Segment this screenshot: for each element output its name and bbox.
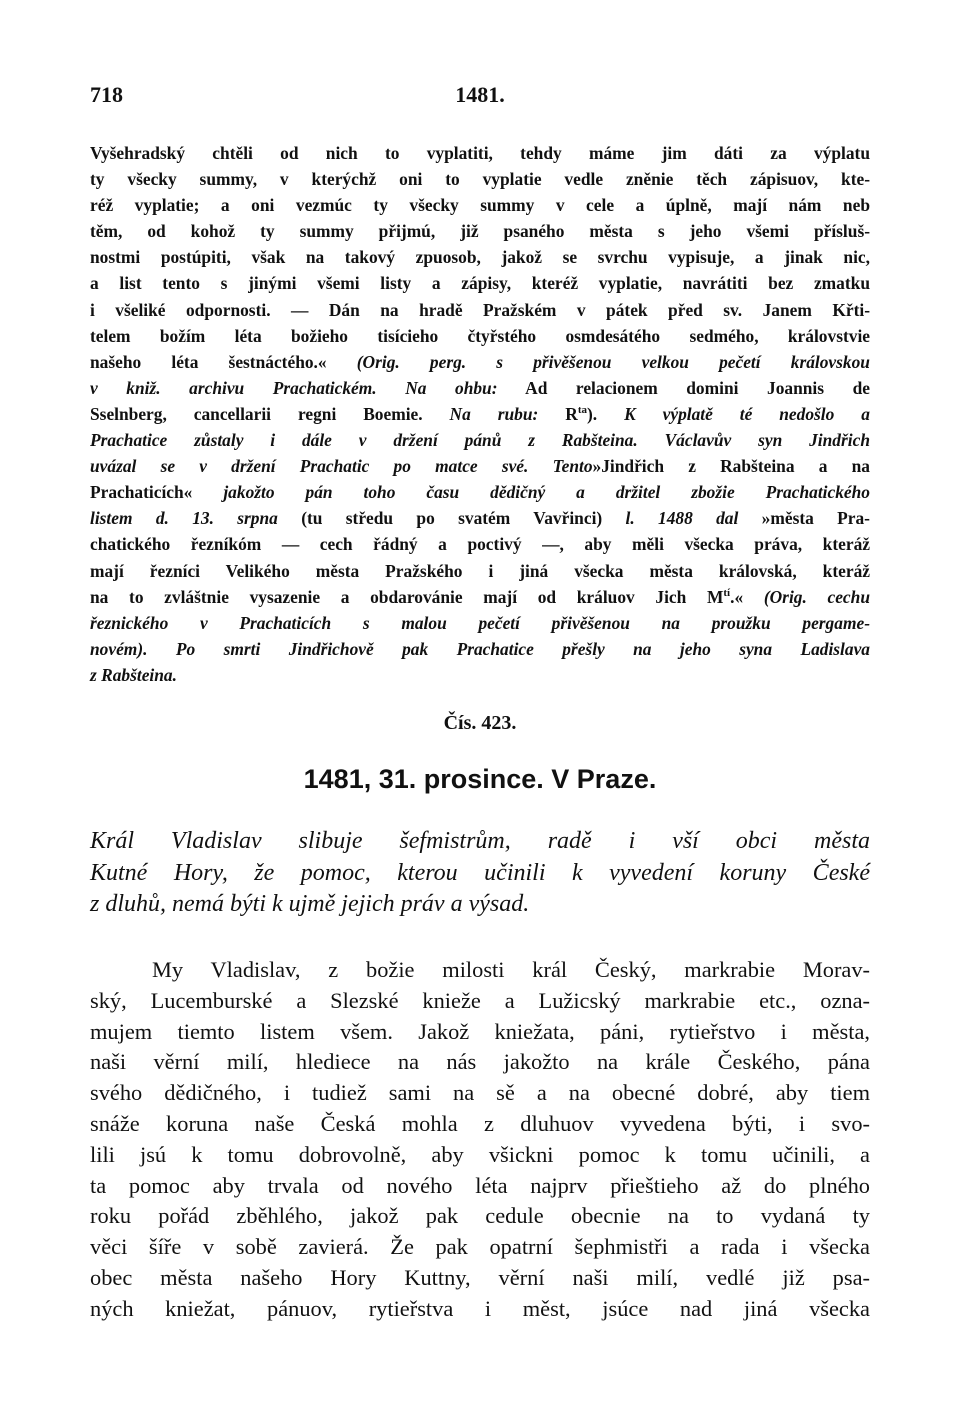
text-line: Vyšehradský chtěli od nich to vyplatiti, tehdy máme jim dáti za výplatu: [90, 143, 870, 163]
body-line: ta pomoc aby trvala od nového léta najprv přieštieho až do plného: [90, 1172, 870, 1198]
fold-note: Sselnberg, cancellarii regni Boemie.: [90, 403, 423, 424]
body-line: snáže koruna naše Česká mohla z dluhuov vyvedena býti, i svo-: [90, 1110, 870, 1136]
text-line: [90, 375, 870, 401]
preceding-document-ending: [90, 140, 870, 688]
text-line: ty všecky summy, v kterýchž oni to vyplatie vedle zněnie těch zápisuov, kte-: [90, 169, 870, 190]
text-line: i všeliké odpornosti. — Dán na hradě Pražském v pátek před sv. Janem Křti-: [90, 299, 870, 320]
body-line: lili jsú k tomu dobrovolně, aby všickni pomoc k tomu učinili, a: [90, 1141, 870, 1167]
text-line: chatického řezníkóm — cech řádný a poctivý —, aby měli všecka práva, kteráž: [90, 534, 870, 555]
quoted-text: (tu středu po svatém Vavřinci): [301, 508, 603, 529]
body-line: ných kniežat, pánuov, rytieřstva i měst, jsúce nad jiná všecka: [90, 1295, 870, 1321]
quoted-text: na to zvláštnie vysazenie a obdarovánie mají od králuov Jich $M^{tí}.«$: [90, 586, 744, 607]
body-line: věci šíře v sobě zavierá. Že pak opatrní šephmistři a rada i všecka: [90, 1234, 870, 1260]
text-line: [90, 584, 870, 610]
fold-note: Ad relacionem domini Joannis de: [525, 377, 870, 398]
fold-label: Na ohbu:: [405, 377, 498, 398]
body-line: My Vladislav, z božie milosti král Český, markrabie Morav-: [152, 957, 870, 982]
body-line: roku pořád zběhlého, jakož pak cedule obecnie na to vydaná ty: [90, 1203, 870, 1229]
body-line: ský, Lucemburské a Slezské knieže a Lužicský markrabie etc., ozna-: [90, 987, 870, 1013]
quoted-text: »Jindřich z Rabšteina a na: [592, 456, 870, 477]
regest-line: z dluhů, nemá býti k ujmě jejich práv a výsad.: [90, 891, 530, 917]
document-regest: [90, 826, 870, 921]
text-line: [90, 349, 870, 375]
text-line: telem božím léta božieho tisícieho čtyřstého osmdesátého sedmého, královstvie: [90, 325, 870, 346]
body-line: obec města našeho Hory Kuttny, věrní naši milí, vedlé již psa-: [90, 1264, 870, 1290]
editorial-note: uvázal se v držení Prachatic po matce své. Tento: [90, 456, 593, 477]
text-line: [90, 401, 870, 427]
text-line: [90, 427, 870, 453]
editorial-note: listem d. 13. srpna: [90, 508, 278, 529]
text-line: mají řezníci Velikého města Pražského i jiná všecka města královská, kteráž: [90, 560, 870, 581]
text-line: [90, 479, 870, 505]
text-line: [90, 636, 870, 662]
quote-end: našeho léta šestnáctého.«: [90, 351, 327, 372]
text-line: [90, 610, 870, 636]
document-date-place: 1481, 31. prosince. V Praze.: [303, 764, 657, 794]
text-line: nostmi postúpiti, však na takový zpuosob, jakož se svrchu vypisuje, a jinak nic,: [90, 247, 870, 268]
archival-note: (Orig. cechu: [763, 586, 870, 607]
archival-note: z Rabšteina.: [90, 664, 177, 685]
body-line: mujem tiemto listem všem. Jakož kniežata, páni, rytieřstvo i města,: [90, 1018, 870, 1044]
verso-label: Na rubu:: [449, 403, 539, 424]
quoted-text: Prachaticích«: [90, 482, 193, 503]
page-header: [90, 82, 870, 112]
document-body: [90, 955, 870, 1325]
text-line: réž vyplatie; a oni vezmúc ty všecky summy v cele a úplně, mají nám neb: [90, 195, 870, 216]
text-line: [90, 662, 870, 688]
text-line: těm, od kohož ty summy přijmú, již psaného města s jeho všemi přísluš-: [90, 221, 870, 242]
text-line: [90, 453, 870, 479]
body-line: naši věrní milí, hlediece na nás jakožto na krále Českého, pána: [90, 1049, 870, 1075]
archival-note: řeznického v Prachaticích s malou pečetí přivěšenou na proužku pergame-: [90, 612, 870, 633]
quoted-text: »města Pra-: [761, 508, 870, 529]
body-line: svého dědičného, i tudiež sami na sě a na obecné dobré, aby tiem: [90, 1080, 870, 1106]
page-number: 718: [90, 82, 123, 107]
regest-line: Král Vladislav slibuje šefmistrům, radě i vší obci města: [90, 828, 870, 854]
archival-note: v kniž. archivu Prachatickém.: [90, 377, 377, 398]
document-number: Čís. 423.: [443, 712, 517, 734]
text-line: [90, 505, 870, 531]
editorial-note: Prachatice zůstaly i dále v držení pánů z Rabšteina. Václavův syn Jindřich: [90, 430, 870, 451]
verso-note: $R^{ta}$).: [565, 403, 598, 424]
editorial-note: K výplatě té nedošlo a: [624, 403, 870, 424]
editorial-note: l. 1488 dal: [625, 508, 739, 529]
archival-note: (Orig. perg. s přivěšenou velkou pečetí královskou: [356, 351, 870, 372]
archival-note: novém). Po smrti Jindřichově pak Prachatice přešly na jeho syna Ladislava: [90, 638, 870, 659]
running-header-year: 1481.: [455, 82, 505, 107]
text-line: a list tento s jinými všemi listy a zápisy, kteréž vyplatie, navrátiti bez zmatku: [90, 273, 870, 294]
regest-line: Kutné Hory, že pomoc, kterou učinili k vyvedení koruny České: [90, 859, 870, 886]
editorial-note: jakožto pán toho času dědičný a držitel zbožie Prachatického: [223, 482, 870, 503]
